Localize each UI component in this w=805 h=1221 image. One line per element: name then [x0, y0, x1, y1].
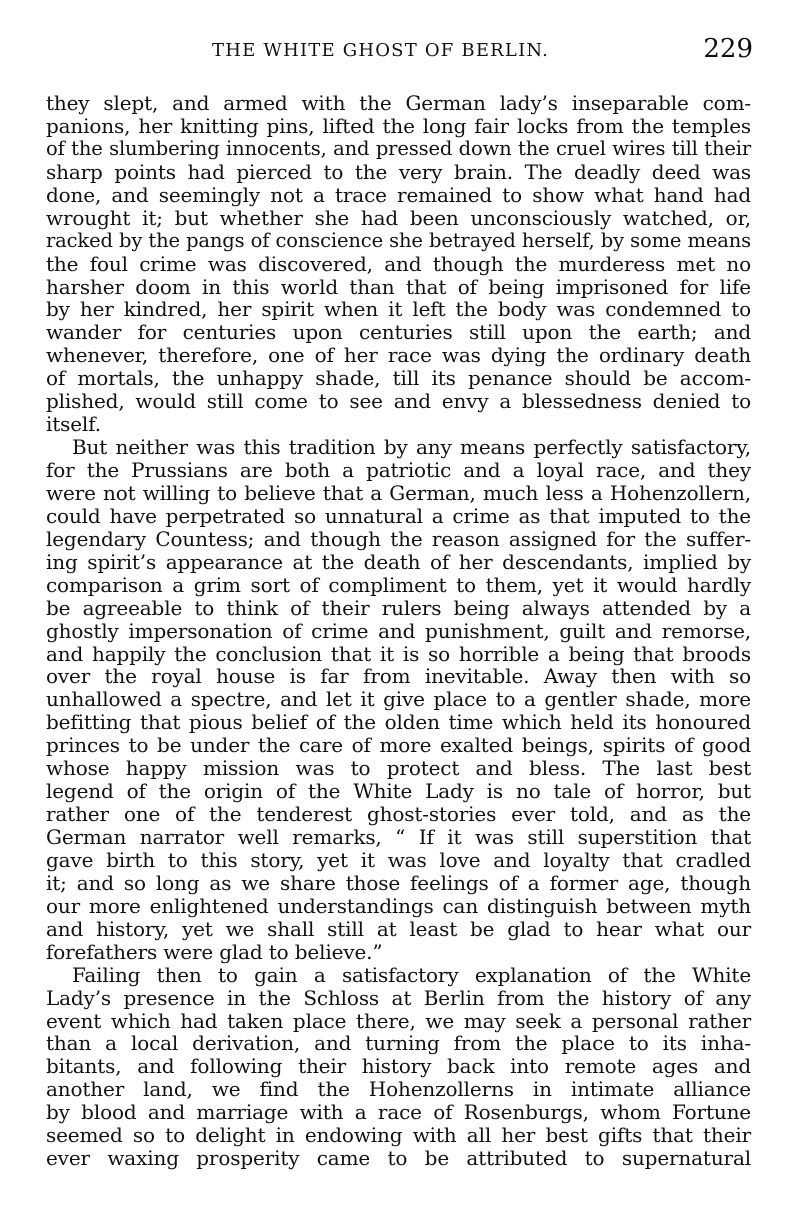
text-line: legendary Countess; and though the reason assigned for the suffer- — [46, 526, 751, 551]
text-line: and happily the conclusion that it is so horrible a being that broods — [46, 641, 751, 666]
text-line: of the slumbering innocents, and pressed down the cruel wires till their — [46, 136, 751, 160]
text-line: another land, we find the Hohenzollerns in intimate alliance — [46, 1077, 751, 1102]
text-line: comparison a grim sort of compliment to them, yet it would hardly — [46, 572, 751, 597]
text-line: sharp points had pierced to the very brain. The deadly deed was — [46, 159, 751, 184]
text-line: the foul crime was discovered, and though the murderess met no — [46, 251, 751, 276]
text-line: wrought it; but whether she had been unconsciously watched, or, — [46, 205, 751, 230]
text-line: itself. — [46, 412, 101, 437]
text-line: event which had taken place there, we may seek a personal rather — [46, 1008, 751, 1033]
text-line: harsher doom in this world than that of being imprisoned for life — [46, 274, 751, 299]
text-line: unhallowed a spectre, and let it give place to a gentler shade, more — [46, 687, 751, 712]
text-line: of mortals, the unhappy shade, till its penance should be accom- — [46, 366, 751, 391]
text-line: wander for centuries upon centuries still upon the earth; and — [46, 320, 751, 345]
text-line: over the royal house is far from inevitable. Away then with so — [46, 664, 751, 689]
text-line: be agreeable to think of their rulers being always attended by a — [46, 595, 751, 620]
text-line: our more enlightened understandings can distinguish between myth — [46, 893, 751, 918]
text-line: Failing then to gain a satisfactory explanation of the White — [72, 962, 751, 987]
text-line: whenever, therefore, one of her race was dying the ordinary death — [46, 343, 751, 368]
text-line: it; and so long as we share those feelings of a former age, though — [46, 870, 751, 895]
text-line: princes to be under the care of more exalted beings, spirits of good — [46, 733, 751, 758]
text-line: could have perpetrated so unnatural a crime as that imputed to the — [46, 503, 751, 528]
text-line: and history, yet we shall still at least be glad to hear what our — [46, 916, 751, 941]
text-line: done, and seemingly not a trace remained to show what hand had — [46, 182, 751, 207]
text-line: But neither was this tradition by any means perfectly satisfactory, — [72, 435, 751, 460]
text-line: than a local derivation, and turning from the place to its inha- — [46, 1031, 751, 1056]
text-line: ghostly impersonation of crime and punishment, guilt and remorse, — [46, 618, 751, 643]
page-number: 229 — [703, 34, 753, 64]
text-line: seemed so to delight in endowing with all her best gifts that their — [46, 1123, 751, 1148]
text-line: were not willing to believe that a German, much less a Hohenzollern, — [46, 480, 751, 505]
text-line: German narrator well remarks, “ If it was still superstition that — [46, 825, 751, 849]
running-title: THE WHITE GHOST OF BERLIN. — [212, 40, 550, 61]
text-line: ing spirit’s appearance at the death of her descendants, implied by — [46, 549, 751, 574]
text-line: bitants, and following their history back into remote ages and — [46, 1054, 751, 1079]
text-line: rather one of the tenderest ghost-stories ever told, and as the — [46, 802, 751, 827]
text-line: by blood and marriage with a race of Rosenburgs, whom Fortune — [46, 1100, 751, 1125]
text-line: they slept, and armed with the German lady’s inseparable com- — [46, 91, 751, 115]
text-line: legend of the origin of the White Lady is no tale of horror, but — [46, 779, 751, 804]
text-line: by her kindred, her spirit when it left the body was condemned to — [46, 297, 751, 322]
text-line: for the Prussians are both a patriotic and a loyal race, and they — [46, 458, 751, 482]
text-line: Lady’s presence in the Schloss at Berlin from the history of any — [46, 985, 751, 1010]
body-text — [46, 92, 751, 1170]
text-line: befitting that pious belief of the olden time which held its honoured — [46, 710, 751, 735]
text-line: forefathers were glad to believe.” — [46, 939, 383, 964]
text-line: panions, her knitting pins, lifted the long fair locks from the temples — [46, 113, 751, 138]
text-line: ever waxing prosperity came to be attributed to supernatural — [46, 1146, 751, 1171]
text-line: whose happy mission was to protect and bless. The last best — [46, 756, 751, 781]
text-line: gave birth to this story, yet it was love and loyalty that cradled — [46, 847, 751, 872]
text-line: plished, would still come to see and envy a blessedness denied to — [46, 389, 751, 414]
text-line: racked by the pangs of conscience she betrayed herself, by some means — [46, 228, 751, 252]
